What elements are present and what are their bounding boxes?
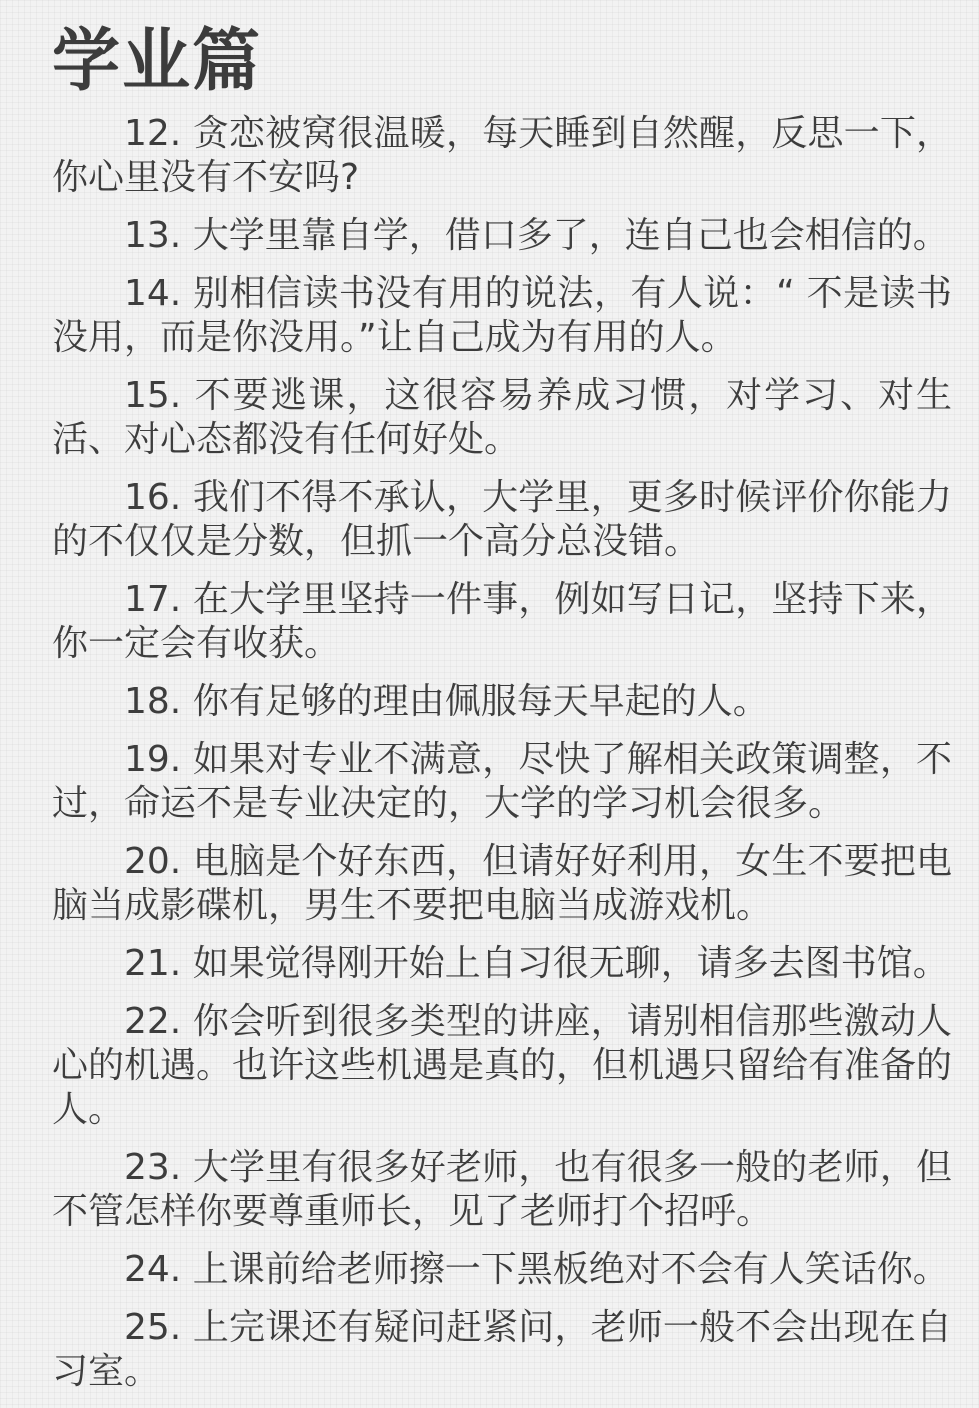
list-item: 24. 上课前给老师擦一下黑板绝对不会有人笑话你。 xyxy=(124,1249,949,1290)
list-item: 19. 如果对专业不满意，尽快了解相关政策调整，不过，命运不是专业决定的，大学的学习机会很多。 xyxy=(52,739,952,824)
list-item: 16. 我们不得不承认，大学里，更多时候评价你能力的不仅仅是分数，但抓一个高分总没错。 xyxy=(52,477,952,562)
list-item: 14. 别相信读书没有用的说法，有人说：“ 不是读书没用，而是你没用。”让自己成为有用的人。 xyxy=(52,273,952,358)
list-item: 13. 大学里靠自学，借口多了，连自己也会相信的。 xyxy=(124,215,949,256)
list-item: 22. 你会听到很多类型的讲座，请别相信那些激动人心的机遇。也许这些机遇是真的，但机遇只留给有准备的人。 xyxy=(52,1001,953,1130)
list-item: 23. 大学里有很多好老师，也有很多一般的老师，但不管怎样你要尊重师长，见了老师打个招呼。 xyxy=(52,1147,952,1232)
list-item: 21. 如果觉得刚开始上自习很无聊，请多去图书馆。 xyxy=(124,943,949,984)
list-item: 18. 你有足够的理由佩服每天早起的人。 xyxy=(124,681,769,722)
list-item: 12. 贪恋被窝很温暖，每天睡到自然醒，反思一下，你心里没有不安吗? xyxy=(52,113,952,198)
list-item: 17. 在大学里坚持一件事，例如写日记，坚持下来，你一定会有收获。 xyxy=(52,579,952,664)
list-item: 20. 电脑是个好东西，但请好好利用，女生不要把电脑当成影碟机，男生不要把电脑当成游戏机。 xyxy=(52,841,952,926)
list-item: 25. 上完课还有疑问赶紧问，老师一般不会出现在自习室。 xyxy=(52,1307,952,1392)
page-title: 学业篇 xyxy=(52,22,263,101)
list-item: 15. 不要逃课，这很容易养成习惯，对学习、对生活、对心态都没有任何好处。 xyxy=(52,375,952,460)
tips-list xyxy=(52,112,952,1408)
